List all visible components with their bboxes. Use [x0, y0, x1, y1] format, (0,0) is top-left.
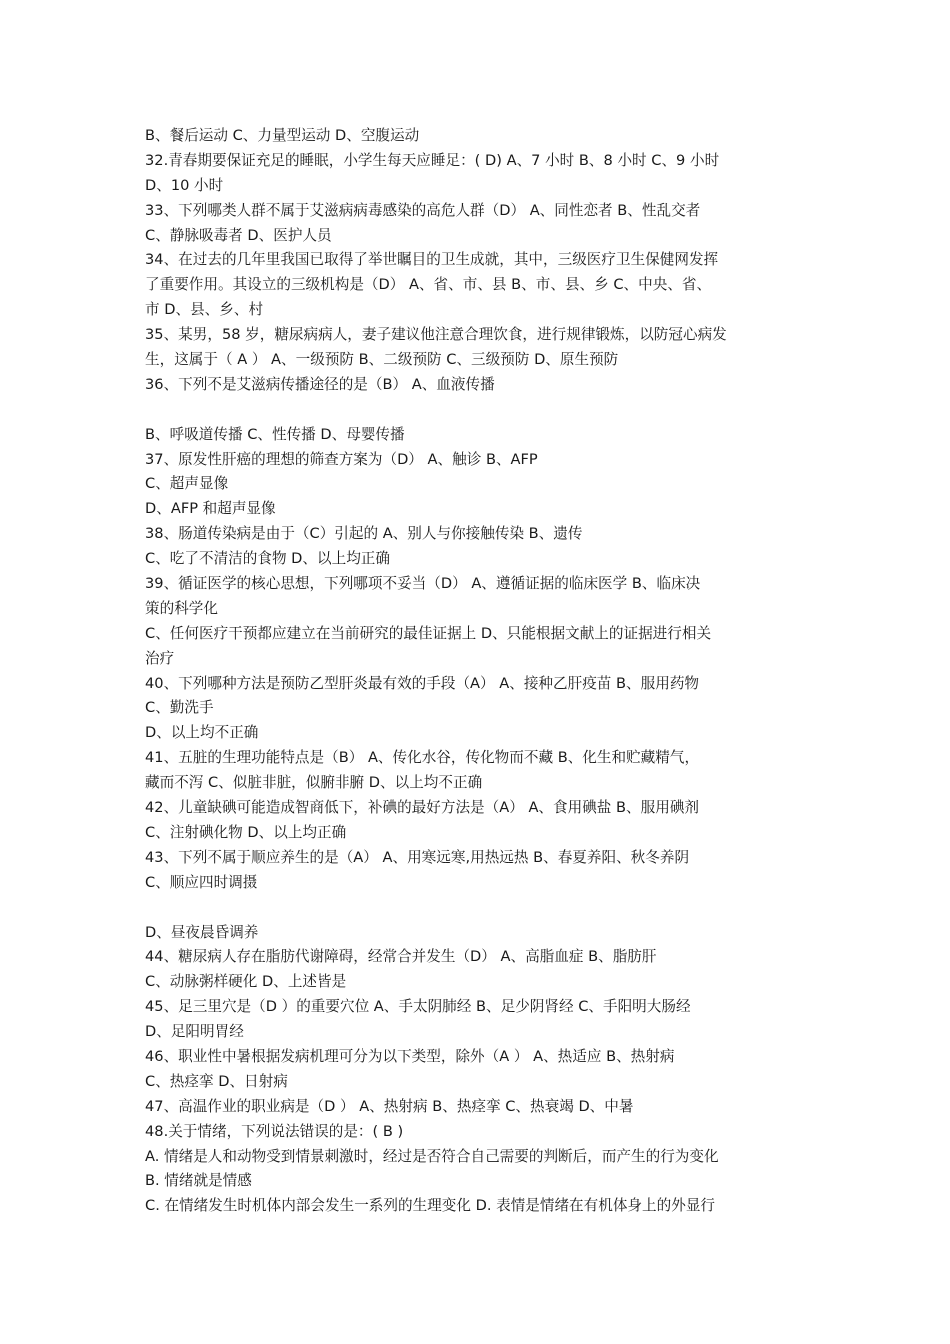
text-line: 47、高温作业的职业病是（D ） A、热射病 B、热痉挛 C、热衰竭 D、中暑 [145, 1097, 634, 1115]
text-line: C、热痉挛 D、日射病 [145, 1072, 288, 1090]
text-line: 46、职业性中暑根据发病机理可分为以下类型，除外（A ） A、热适应 B、热射病 [145, 1047, 675, 1065]
text-line: C、静脉吸毒者 D、医护人员 [145, 226, 332, 244]
text-line: 治疗 [145, 649, 175, 667]
text-line: D、AFP 和超声显像 [145, 500, 276, 518]
text-line: 44、糖尿病人存在脂肪代谢障碍，经常合并发生（D） A、高脂血症 B、脂肪肝 [145, 948, 657, 966]
text-line: C、顺应四时调摄 [145, 873, 258, 891]
text-line: 41、五脏的生理功能特点是（B） A、传化水谷，传化物而不藏 B、化生和贮藏精气， [145, 749, 700, 767]
text-line: 策的科学化 [145, 599, 218, 617]
text-line: 48.关于情绪，下列说法错误的是：( B ) [145, 1122, 404, 1140]
text-line: B. 情绪就是情感 [145, 1172, 252, 1190]
blank-line [145, 896, 825, 921]
text-line: 45、足三里穴是（D ）的重要穴位 A、手太阴肺经 B、足少阴肾经 C、手阳明大肠经 [145, 998, 691, 1016]
text-line: 36、下列不是艾滋病传播途径的是（B） A、血液传播 [145, 375, 495, 393]
text-line: B、呼吸道传播 C、性传播 D、母婴传播 [145, 425, 405, 443]
text-line: C、注射碘化物 D、以上均正确 [145, 823, 347, 841]
text-line: C、勤洗手 [145, 699, 214, 717]
text-line: 42、儿童缺碘可能造成智商低下，补碘的最好方法是（A） A、食用碘盐 B、服用碘剂 [145, 799, 700, 817]
text-line: C、吃了不清洁的食物 D、以上均正确 [145, 550, 390, 568]
text-line: 市 D、县、乡、村 [145, 301, 264, 319]
text-line: C. 在情绪发生时机体内部会发生一系列的生理变化 D. 表情是情绪在有机体身上的外显行 [145, 1197, 716, 1215]
text-line: 38、肠道传染病是由于（C）引起的 A、别人与你接触传染 B、遗传 [145, 525, 583, 543]
text-line: D、10 小时 [145, 176, 224, 194]
text-line: 生，这属于（ A ） A、一级预防 B、二级预防 C、三级预防 D、原生预防 [145, 351, 619, 369]
text-line: 藏而不泻 C、似脏非脏，似腑非腑 D、以上均不正确 [145, 774, 483, 792]
document-body [145, 124, 825, 1219]
text-line: D、昼夜晨昏调养 [145, 923, 259, 941]
text-line: 40、下列哪种方法是预防乙型肝炎最有效的手段（A） A、接种乙肝疫苗 B、服用药物 [145, 674, 700, 692]
text-line: 35、某男，58 岁，糖尿病病人，妻子建议他注意合理饮食，进行规律锻炼，以防冠心病发 [145, 326, 727, 344]
text-line: 32.青春期要保证充足的睡眠，小学生每天应睡足：( D) A、7 小时 B、8 小时 C、9 小时 [145, 151, 720, 169]
text-line: C、超声显像 [145, 475, 229, 493]
text-line: 39、循证医学的核心思想，下列哪项不妥当（D） A、遵循证据的临床医学 B、临床决 [145, 575, 701, 593]
text-line: 34、在过去的几年里我国已取得了举世瞩目的卫生成就，其中，三级医疗卫生保健网发挥 [145, 251, 719, 269]
text-line: A. 情绪是人和动物受到情景刺激时，经过是否符合自己需要的判断后，而产生的行为变化 [145, 1147, 719, 1165]
text-line: D、以上均不正确 [145, 724, 259, 742]
text-line: B、餐后运动 C、力量型运动 D、空腹运动 [145, 127, 420, 144]
text-line: 了重要作用。其设立的三级机构是（D） A、省、市、县 B、市、县、乡 C、中央、省、 [145, 276, 712, 294]
text-line: 37、原发性肝癌的理想的筛查方案为（D） A、触诊 B、AFP [145, 450, 538, 468]
text-line: C、动脉粥样硬化 D、上述皆是 [145, 973, 347, 991]
text-line: 43、下列不属于顺应养生的是（A） A、用寒远寒,用热远热 B、春夏养阳、秋冬养阴 [145, 848, 690, 866]
text-line: D、足阳明胃经 [145, 1023, 244, 1041]
text-line: C、任何医疗干预都应建立在当前研究的最佳证据上 D、只能根据文献上的证据进行相关 [145, 624, 712, 642]
text-line: 33、下列哪类人群不属于艾滋病病毒感染的高危人群（D） A、同性恋者 B、性乱交者 [145, 201, 701, 219]
blank-line [145, 398, 825, 423]
